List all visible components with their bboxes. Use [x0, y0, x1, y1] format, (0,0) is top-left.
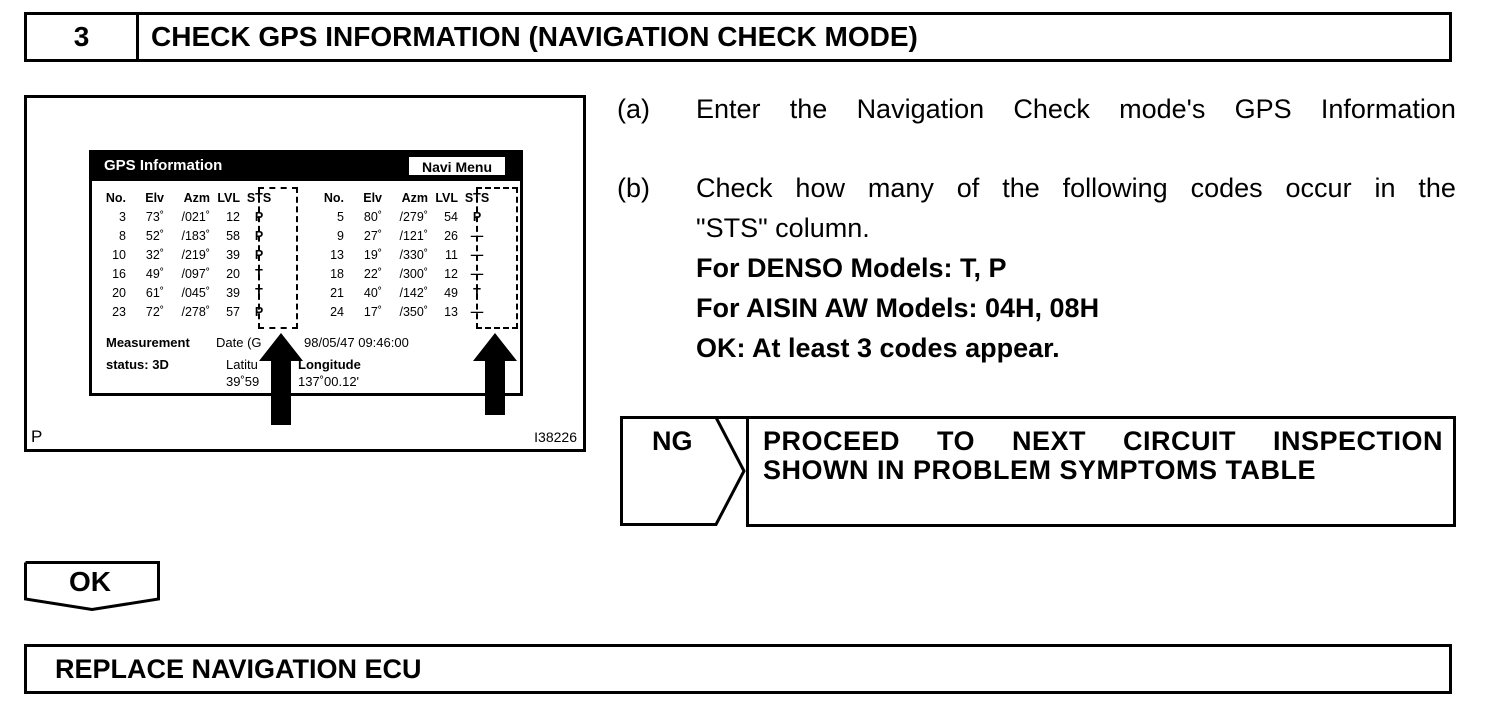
gps-titlebar: [92, 153, 520, 181]
cell-sts: —: [470, 229, 484, 243]
word: Check: [1013, 94, 1090, 124]
final-action-text: REPLACE NAVIGATION ECU: [55, 654, 422, 684]
cell-azm: /279˚: [399, 210, 428, 224]
col-lvl-header: LVL: [217, 191, 240, 205]
cell-azm: /097˚: [181, 267, 210, 281]
ng-action-text: [763, 427, 1443, 485]
date-value: 98/05/47 09:46:00: [304, 335, 409, 350]
cell-lvl: 12: [444, 267, 458, 281]
word: NEXT: [1011, 426, 1086, 456]
ng-action-line1: [763, 427, 1443, 456]
word: Navigation: [856, 94, 985, 124]
table-row: [96, 246, 278, 265]
cell-no: 21: [330, 286, 344, 300]
ok-label: OK: [69, 566, 111, 597]
cell-no: 3: [119, 210, 126, 224]
cell-sts: T: [473, 286, 481, 300]
table-row: [96, 208, 278, 227]
arrow-up-icon: [259, 333, 303, 425]
figure-label-p: P: [31, 427, 43, 446]
gps-screen-title: GPS Information: [104, 157, 223, 174]
cell-no: 23: [112, 305, 126, 319]
table-header-row: [314, 189, 496, 208]
cell-sts: P: [254, 229, 264, 243]
sts-highlight-right: [476, 187, 518, 329]
col-sts-header: STS: [246, 191, 272, 205]
word: in: [1374, 173, 1396, 203]
denso-codes: For DENSO Models: T, P: [696, 253, 1007, 283]
measurement-label: Measurement: [106, 335, 190, 350]
col-no-header: No.: [323, 191, 344, 205]
word: TO: [937, 426, 976, 456]
satellite-table-left: [96, 189, 278, 322]
step-header: [24, 12, 1452, 62]
ok-criterion: OK: At least 3 codes appear.: [696, 333, 1060, 363]
word: of: [956, 173, 980, 203]
cell-lvl: 39: [226, 248, 240, 262]
cell-lvl: 49: [444, 286, 458, 300]
word: the: [1002, 173, 1040, 203]
table-row: [314, 208, 496, 227]
date-label: Date (G: [216, 335, 262, 350]
cell-elv: 61˚: [145, 286, 164, 300]
cell-azm: /183˚: [181, 229, 210, 243]
word: the: [789, 94, 828, 124]
table-row: [314, 246, 496, 265]
cell-no: 20: [112, 286, 126, 300]
cell-no: 24: [330, 305, 344, 319]
cell-azm: /350˚: [399, 305, 428, 319]
cell-azm: /330˚: [399, 248, 428, 262]
word: GPS: [1234, 94, 1292, 124]
word: codes: [1190, 173, 1263, 203]
cell-elv: 73˚: [145, 210, 164, 224]
instruction-a-label: (a): [617, 94, 650, 124]
col-lvl-header: LVL: [435, 191, 458, 205]
cell-elv: 72˚: [145, 305, 164, 319]
word: Check: [696, 173, 773, 203]
step-title: CHECK GPS INFORMATION (NAVIGATION CHECK MODE): [151, 21, 918, 52]
cell-lvl: 58: [226, 229, 240, 243]
cell-sts: P: [254, 210, 264, 224]
instruction-a-text: [696, 89, 1456, 129]
cell-sts: —: [470, 305, 484, 319]
word: PROCEED: [763, 426, 901, 456]
cell-elv: 40˚: [363, 286, 382, 300]
cell-sts: P: [472, 210, 482, 224]
col-elv-header: Elv: [145, 191, 164, 205]
cell-azm: /121˚: [399, 229, 428, 243]
word: following: [1062, 173, 1168, 203]
cell-elv: 27˚: [363, 229, 382, 243]
word: INSPECTION: [1272, 426, 1443, 456]
table-header-row: [96, 189, 278, 208]
word: many: [867, 173, 934, 203]
cell-elv: 32˚: [145, 248, 164, 262]
table-row: [314, 265, 496, 284]
word: how: [795, 173, 845, 203]
col-sts-header: STS: [464, 191, 490, 205]
table-row: [96, 265, 278, 284]
cell-lvl: 12: [226, 210, 240, 224]
cell-lvl: 54: [444, 210, 458, 224]
sts-highlight-left: [258, 187, 298, 329]
cell-lvl: 39: [226, 286, 240, 300]
longitude-value: 137˚00.12': [298, 374, 360, 389]
cell-no: 18: [330, 267, 344, 281]
cell-elv: 17˚: [363, 305, 382, 319]
satellite-table-right: [314, 189, 496, 322]
cell-lvl: 11: [445, 248, 458, 262]
ng-action-line2: SHOWN IN PROBLEM SYMPTOMS TABLE: [763, 455, 1317, 485]
cell-sts: P: [254, 305, 264, 319]
cell-no: 16: [112, 267, 126, 281]
cell-lvl: 13: [444, 305, 458, 319]
table-row: [314, 284, 496, 303]
cell-azm: /142˚: [399, 286, 428, 300]
word: the: [1418, 173, 1456, 203]
word: mode's: [1119, 94, 1206, 124]
cell-sts: P: [254, 248, 264, 262]
cell-elv: 22˚: [363, 267, 382, 281]
final-action-box: [24, 644, 1452, 694]
ng-label: NG: [652, 426, 693, 456]
status-label: status: 3D: [106, 357, 169, 372]
cell-elv: 19˚: [363, 248, 382, 262]
cell-elv: 52˚: [145, 229, 164, 243]
word: Enter: [696, 94, 761, 124]
instruction-b-line1: [696, 168, 1456, 208]
col-azm-header: Azm: [183, 191, 210, 205]
cell-azm: /045˚: [181, 286, 210, 300]
cell-no: 10: [112, 248, 126, 262]
cell-azm: /219˚: [181, 248, 210, 262]
cell-azm: /278˚: [181, 305, 210, 319]
cell-no: 9: [337, 229, 344, 243]
table-row: [96, 303, 278, 322]
cell-elv: 49˚: [145, 267, 164, 281]
table-row: [96, 284, 278, 303]
col-no-header: No.: [105, 191, 126, 205]
word: CIRCUIT: [1122, 426, 1236, 456]
col-elv-header: Elv: [363, 191, 382, 205]
table-row: [96, 227, 278, 246]
longitude-label: Longitude: [298, 357, 361, 372]
aisin-codes: For AISIN AW Models: 04H, 08H: [696, 293, 1100, 323]
cell-lvl: 20: [226, 267, 240, 281]
figure-id: I38226: [534, 429, 577, 445]
cell-no: 13: [330, 248, 344, 262]
cell-azm: /300˚: [399, 267, 428, 281]
cell-sts: —: [470, 248, 484, 262]
cell-no: 8: [119, 229, 126, 243]
cell-lvl: 57: [226, 305, 240, 319]
ng-action-box: [746, 416, 1456, 527]
cell-sts: T: [255, 286, 263, 300]
cell-sts: —: [470, 267, 484, 281]
cell-sts: T: [255, 267, 263, 281]
word: Information: [1320, 94, 1456, 124]
gps-info-screen: [89, 150, 523, 396]
col-azm-header: Azm: [401, 191, 428, 205]
navi-menu-button[interactable]: Navi Menu: [408, 156, 506, 176]
cell-azm: /021˚: [181, 210, 210, 224]
cell-no: 5: [337, 210, 344, 224]
table-row: [314, 227, 496, 246]
word: occur: [1285, 173, 1352, 203]
latitude-value: 39˚59: [226, 374, 260, 389]
gps-figure: [24, 95, 586, 452]
arrow-up-icon: [473, 333, 517, 415]
cell-lvl: 26: [444, 229, 458, 243]
instruction-b-label: (b): [617, 173, 650, 203]
instruction-b-line2: "STS" column.: [696, 213, 870, 243]
latitude-label: Latitu: [226, 357, 258, 372]
cell-elv: 80˚: [363, 210, 382, 224]
step-number: 3: [27, 15, 139, 59]
table-row: [314, 303, 496, 322]
